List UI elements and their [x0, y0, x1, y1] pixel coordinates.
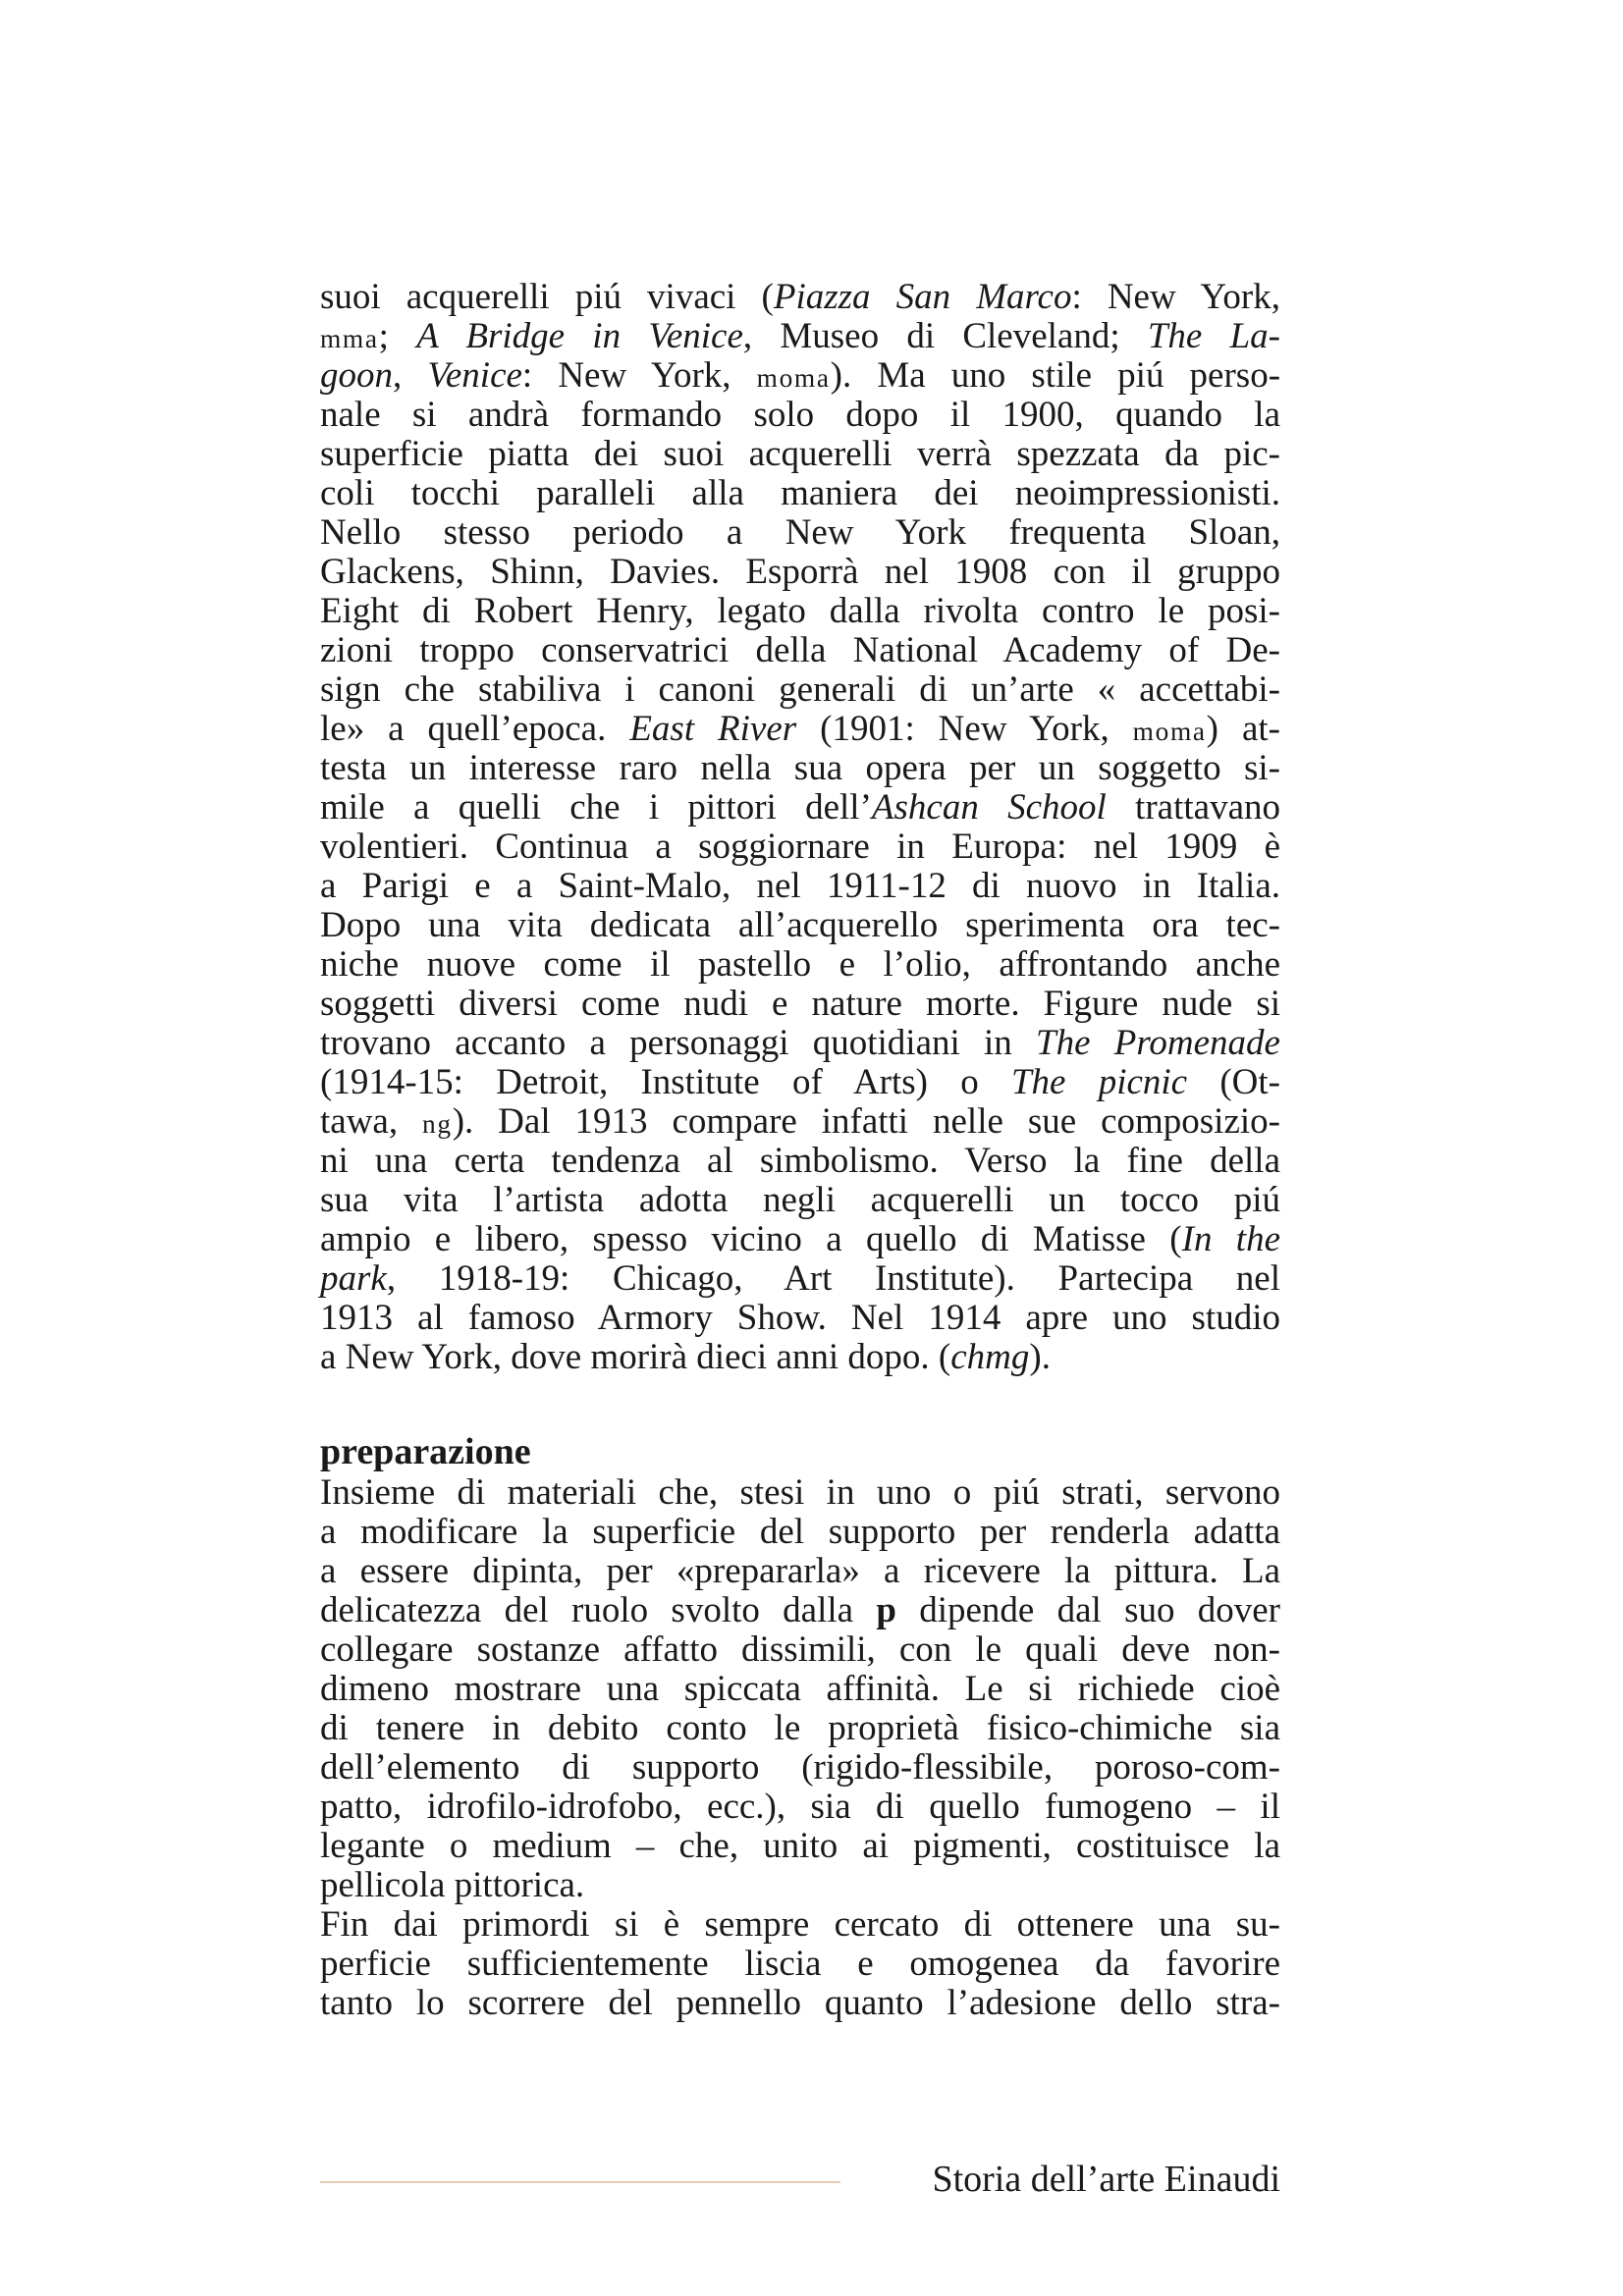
- text-line: patto, idrofilo-idrofobo, ecc.), sia di quello fumogeno – il: [320, 1787, 1280, 1827]
- text-line: le» a quell’epoca. East River (1901: New York, moma) at-: [320, 709, 1280, 749]
- text-line: ampio e libero, spesso vicino a quello di Matisse (In the: [320, 1219, 1280, 1259]
- text-line: di tenere in debito conto le proprietà fisico-chimiche sia: [320, 1708, 1280, 1748]
- text-line: a New York, dove morirà dieci anni dopo. (chmg).: [320, 1337, 1051, 1377]
- text-line: delicatezza del ruolo svolto dalla p dipende dal suo dover: [320, 1590, 1280, 1630]
- footer-title: Storia dell’arte Einaudi: [932, 2159, 1280, 2200]
- text-line: ni una certa tendenza al simbolismo. Verso la fine della: [320, 1141, 1280, 1181]
- text-line: tanto lo scorrere del pennello quanto l’adesione dello stra-: [320, 1983, 1280, 2023]
- text-line: mma; A Bridge in Venice, Museo di Cleveland; The La-: [320, 316, 1280, 356]
- text-line: mile a quelli che i pittori dell’Ashcan School trattavano: [320, 787, 1280, 828]
- text-line: pellicola pittorica.: [320, 1865, 585, 1905]
- author-initials: chmg: [950, 1337, 1030, 1377]
- text-line: zioni troppo conservatrici della National Academy of De-: [320, 630, 1280, 670]
- text-line: volentieri. Continua a soggiornare in Europa: nel 1909 è: [320, 827, 1280, 867]
- text-line: tawa, ng). Dal 1913 compare infatti nelle sue composizio-: [320, 1101, 1280, 1142]
- entry-paragraph-1: [320, 1473, 1280, 1905]
- footer-rule: [320, 2181, 840, 2183]
- text-line: perficie sufficientemente liscia e omogenea da favorire: [320, 1944, 1280, 1984]
- text-line: a essere dipinta, per «prepararla» a ricevere la pittura. La: [320, 1551, 1280, 1591]
- text-line: soggetti diversi come nudi e nature morte. Figure nude si: [320, 984, 1280, 1024]
- text-line: legante o medium – che, unito ai pigmenti, costituisce la: [320, 1826, 1280, 1866]
- text-line: a Parigi e a Saint-Malo, nel 1911-12 di nuovo in Italia.: [320, 866, 1280, 906]
- text-line: suoi acquerelli piú vivaci (Piazza San Marco: New York,: [320, 277, 1280, 317]
- text-line: (1914-15: Detroit, Institute of Arts) o The picnic (Ot-: [320, 1062, 1280, 1102]
- text-line: testa un interesse raro nella sua opera per un soggetto si-: [320, 748, 1280, 788]
- text-line: trovano accanto a personaggi quotidiani in The Promenade: [320, 1023, 1280, 1063]
- text-line: sua vita l’artista adotta negli acquerelli un tocco piú: [320, 1180, 1280, 1220]
- text-line: Insieme di materiali che, stesi in uno o piú strati, servono: [320, 1472, 1280, 1513]
- abbreviation: mma: [320, 324, 379, 353]
- text-line: Fin dai primordi si è sempre cercato di ottenere una su-: [320, 1904, 1280, 1945]
- abbreviation: moma: [756, 363, 831, 393]
- entry-paragraph-2: [320, 1905, 1280, 2023]
- text-line: coli tocchi paralleli alla maniera dei neoimpressionisti.: [320, 473, 1280, 513]
- text-line: Dopo una vita dedicata all’acquerello sperimenta ora tec-: [320, 905, 1280, 945]
- entry-abbreviation: p: [876, 1590, 896, 1630]
- text-line: nale si andrà formando solo dopo il 1900, quando la: [320, 395, 1280, 435]
- text-line: collegare sostanze affatto dissimili, con le quali deve non-: [320, 1629, 1280, 1670]
- text-line: Eight di Robert Henry, legato dalla rivolta contro le posi-: [320, 591, 1280, 631]
- text-line: niche nuove come il pastello e l’olio, affrontando anche: [320, 944, 1280, 985]
- text-line: 1913 al famoso Armory Show. Nel 1914 apre uno studio: [320, 1298, 1280, 1338]
- text-line: dell’elemento di supporto (rigido-flessibile, poroso-com-: [320, 1747, 1280, 1788]
- abbreviation: ng: [422, 1109, 453, 1139]
- text-line: superficie piatta dei suoi acquerelli verrà spezzata da pic-: [320, 434, 1280, 474]
- continuation-paragraph: [320, 278, 1280, 1377]
- text-line: goon, Venice: New York, moma). Ma uno stile piú perso-: [320, 355, 1281, 396]
- abbreviation: moma: [1132, 717, 1207, 746]
- text-line: sign che stabiliva i canoni generali di un’arte « accettabi-: [320, 669, 1280, 710]
- text-line: Glackens, Shinn, Davies. Esporrà nel 1908 con il gruppo: [320, 552, 1280, 592]
- text-line: dimeno mostrare una spiccata affinità. Le si richiede cioè: [320, 1669, 1280, 1709]
- text-line: park, 1918-19: Chicago, Art Institute). Partecipa nel: [320, 1258, 1280, 1299]
- text-column: [320, 278, 1280, 2023]
- entry-heading: preparazione: [320, 1431, 531, 1472]
- text-line: Nello stesso periodo a New York frequenta Sloan,: [320, 512, 1280, 553]
- text-line: a modificare la superficie del supporto per renderla adatta: [320, 1512, 1280, 1552]
